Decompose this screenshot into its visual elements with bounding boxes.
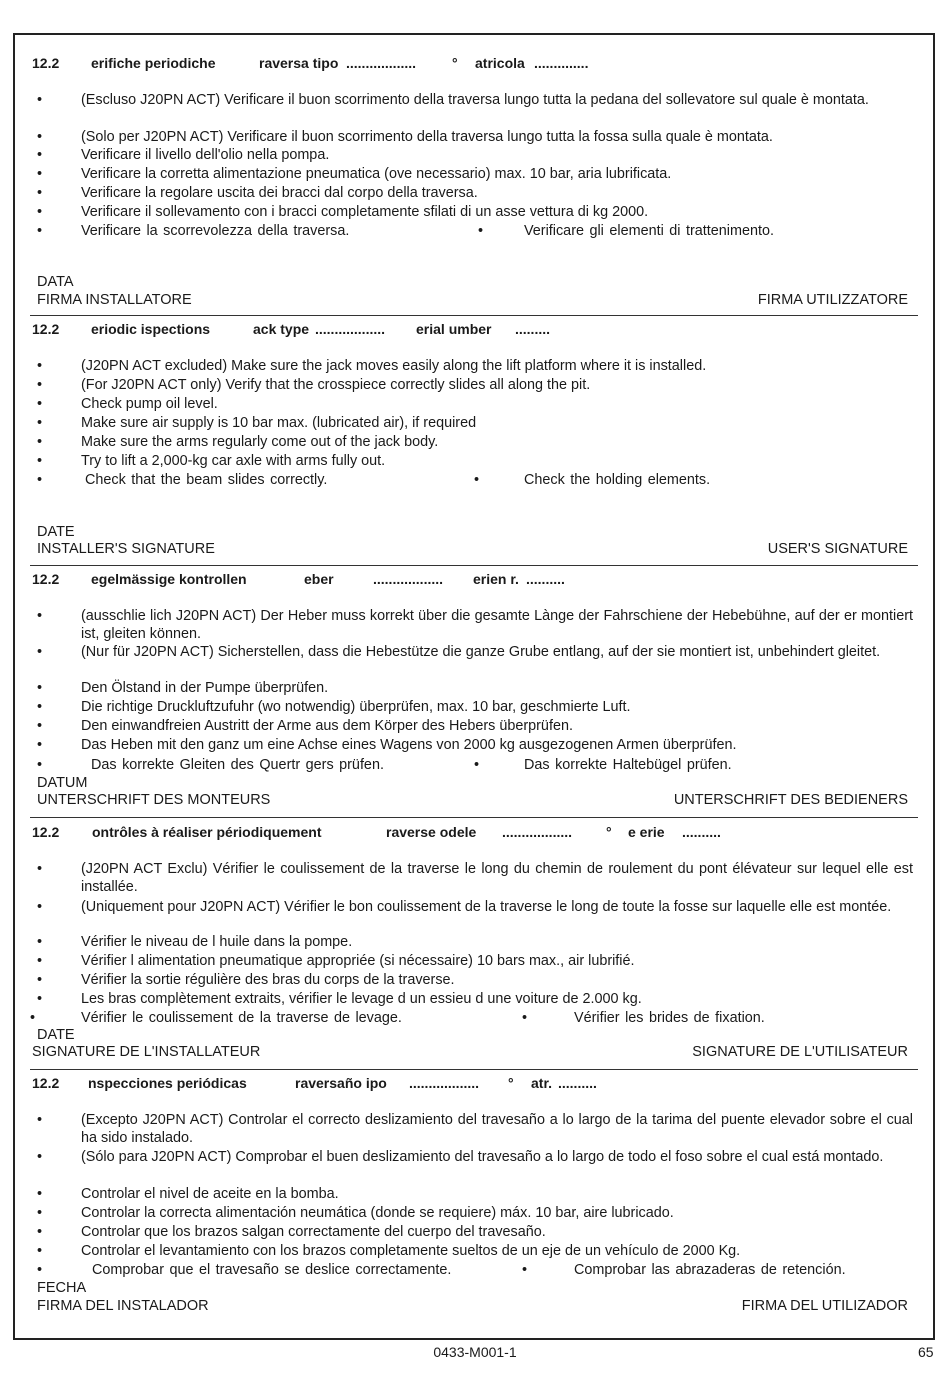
section-title: erifiche periodiche: [91, 55, 216, 71]
checklist-item-text: Controlar el nivel de aceite en la bomba.: [81, 1186, 339, 1202]
field1-label: raverse odele: [386, 824, 477, 840]
section-title: eriodic ispections: [91, 321, 211, 337]
section-number: 12.2: [32, 824, 60, 840]
checklist-item-text: Controlar que los brazos salgan correctamente del cuerpo del travesaño.: [81, 1224, 546, 1240]
date-label: DATE: [37, 524, 75, 540]
field2-label: atr.: [531, 1075, 553, 1091]
section-number: 12.2: [32, 1075, 60, 1091]
bullet-icon: •: [37, 415, 43, 431]
bullet-icon: •: [37, 472, 43, 488]
degree-mark: °: [452, 55, 458, 71]
field2-fill[interactable]: ..........: [682, 824, 721, 840]
checklist-item-text: Vérifier le coulissement de la traverse de levage.: [81, 1010, 402, 1026]
field1-label: raversaño ipo: [295, 1075, 387, 1091]
bullet-icon: •: [37, 92, 43, 108]
user-signature-label: UNTERSCHRIFT DES BEDIENERS: [673, 792, 908, 808]
checklist-item-text: Try to lift a 2,000-kg car axle with arms fully out.: [81, 453, 386, 469]
checklist-item-text: Comprobar que el travesaño se deslice correctamente.: [92, 1262, 452, 1278]
checklist-item-text: (ausschlie lich J20PN ACT) Der Heber muss korrekt über die gesamte Lànge der Fahrschiene der Hebebühne, auf der er montiert ist, gleiten können.: [81, 608, 913, 642]
checklist-item-text: (Solo per J20PN ACT) Verificare il buon scorrimento della traversa lungo tutta la fossa sulla quale è montata.: [81, 129, 773, 145]
bullet-icon: •: [37, 991, 43, 1007]
degree-mark: °: [606, 824, 612, 840]
field1-fill[interactable]: ..................: [315, 321, 386, 337]
section-title: ontrôles à réaliser périodiquement: [92, 824, 322, 840]
checklist-item-text: Make sure the arms regularly come out of the jack body.: [81, 434, 439, 450]
bullet-icon: •: [474, 757, 480, 773]
bullet-icon: •: [37, 861, 43, 877]
checklist-item-text: (J20PN ACT excluded) Make sure the jack moves easily along the lift platform where it is installed.: [81, 358, 707, 374]
date-label: FECHA: [37, 1280, 87, 1296]
bullet-icon: •: [37, 204, 43, 220]
section-number: 12.2: [32, 321, 60, 337]
bullet-icon: •: [37, 223, 43, 239]
bullet-icon: •: [37, 434, 43, 450]
bullet-icon: •: [30, 1010, 36, 1026]
field1-fill[interactable]: ..................: [502, 824, 573, 840]
bullet-icon: •: [478, 223, 484, 239]
bullet-icon: •: [37, 1262, 43, 1278]
user-signature-label: USER'S SIGNATURE: [767, 541, 908, 557]
checklist-item-text: Make sure air supply is 10 bar max. (lubricated air), if required: [81, 415, 477, 431]
document-code: 0433-M001-1: [433, 1344, 517, 1360]
checklist-item-text: Verificare la corretta alimentazione pneumatica (ove necessario) max. 10 bar, aria lubrificata.: [81, 166, 672, 182]
installer-signature-label: INSTALLER'S SIGNATURE: [37, 541, 215, 557]
checklist-item-text: Check that the beam slides correctly.: [85, 472, 328, 488]
bullet-icon: •: [37, 166, 43, 182]
checklist-item-text: Das Heben mit den ganz um eine Achse eines Wagens von 2000 kg ausgezogenen Armen überprüfen.: [81, 737, 737, 753]
checklist-item-text: (Escluso J20PN ACT) Verificare il buon scorrimento della traversa lungo tutta la pedana del sollevatore sul quale è montata.: [81, 92, 869, 108]
checklist-item-text: Vérifier les brides de fixation.: [574, 1010, 765, 1026]
checklist-item-text: Vérifier le niveau de l huile dans la pompe.: [81, 934, 353, 950]
bullet-icon: •: [37, 737, 43, 753]
checklist-item-text: Vérifier l alimentation pneumatique appropriée (si nécessaire) 10 bars max., air lubrifié.: [81, 953, 635, 969]
bullet-icon: •: [37, 899, 43, 915]
checklist-item-text: Verificare la regolare uscita dei bracci dal corpo della traversa.: [81, 185, 478, 201]
bullet-icon: •: [37, 185, 43, 201]
bullet-icon: •: [37, 972, 43, 988]
checklist-item-text: Die richtige Druckluftzufuhr (wo notwendig) überprüfen, max. 10 bar, geschmierte Luft.: [81, 699, 631, 715]
field2-label: e erie: [628, 824, 665, 840]
field2-fill[interactable]: ..........: [558, 1075, 597, 1091]
checklist-item: [37, 1148, 917, 1184]
bullet-icon: •: [37, 718, 43, 734]
bullet-icon: •: [37, 1205, 43, 1221]
field1-fill[interactable]: ..................: [346, 55, 417, 71]
bullet-icon: •: [37, 1243, 43, 1259]
bullet-icon: •: [37, 129, 43, 145]
bullet-icon: •: [37, 358, 43, 374]
bullet-icon: •: [37, 147, 43, 163]
checklist-item-text: Verificare il sollevamento con i bracci completamente sfilati di un asse vettura di kg 2000.: [81, 204, 649, 220]
field1-label: ack type: [253, 321, 310, 337]
section-title: egelmässige kontrollen: [91, 571, 247, 587]
field1-label: eber: [304, 571, 334, 587]
checklist-item-text: (Sólo para J20PN ACT) Comprobar el buen deslizamiento del travesaño a lo largo de todo el foso sobre el cual está montado.: [81, 1149, 884, 1165]
checklist-item-text: Les bras complètement extraits, vérifier le levage d un essieu d une voiture de 2.000 kg.: [81, 991, 642, 1007]
bullet-icon: •: [37, 699, 43, 715]
checklist-item-text: Das korrekte Gleiten des Quertr gers prüfen.: [91, 757, 384, 773]
bullet-icon: •: [37, 644, 43, 660]
installer-signature-label: FIRMA DEL INSTALADOR: [37, 1298, 209, 1314]
field2-label: erial umber: [416, 321, 492, 337]
checklist-item-text: Check the holding elements.: [524, 472, 711, 488]
installer-signature-label: FIRMA INSTALLATORE: [37, 292, 192, 308]
section-title: nspecciones periódicas: [88, 1075, 247, 1091]
checklist-item: [37, 1111, 917, 1147]
checklist-item-text: (J20PN ACT Exclu) Vérifier le coulissement de la traverse le long du chemin de roulement du pont élévateur sur lequel elle est installée.: [81, 861, 913, 895]
bullet-icon: •: [37, 1149, 43, 1165]
section-number: 12.2: [32, 571, 60, 587]
section-number: 12.2: [32, 55, 60, 71]
checklist-item-text: Verificare la scorrevolezza della traversa.: [81, 223, 350, 239]
checklist-item-text: Vérifier la sortie régulière des bras du corps de la traverse.: [81, 972, 455, 988]
bullet-icon: •: [37, 757, 43, 773]
bullet-icon: •: [522, 1010, 528, 1026]
bullet-icon: •: [37, 680, 43, 696]
installer-signature-label: SIGNATURE DE L'INSTALLATEUR: [32, 1044, 261, 1060]
user-signature-label: FIRMA UTILIZZATORE: [757, 292, 908, 308]
checklist-item-text: Verificare il livello dell'olio nella pompa.: [81, 147, 330, 163]
bullet-icon: •: [37, 377, 43, 393]
user-signature-label: FIRMA DEL UTILIZADOR: [741, 1298, 908, 1314]
field2-fill[interactable]: ..............: [534, 55, 589, 71]
date-label: DATUM: [37, 775, 88, 791]
field2-fill[interactable]: ..........: [526, 571, 565, 587]
checklist-item-text: Verificare gli elementi di trattenimento.: [524, 223, 774, 239]
checklist-item-text: (Nur für J20PN ACT) Sicherstellen, dass die Hebestütze die ganze Grube entlang, auf der sie montiert ist, unbehindert gleitet.: [81, 644, 881, 660]
field2-label: atricola: [475, 55, 525, 71]
field2-fill[interactable]: .........: [515, 321, 551, 337]
checklist-item-text: Den einwandfreien Austritt der Arme aus dem Körper des Hebers überprüfen.: [81, 718, 573, 734]
field2-label: erien r.: [473, 571, 519, 587]
checklist-item-text: (Uniquement pour J20PN ACT) Vérifier le bon coulissement de la traverse le long de toute la fosse sur laquelle elle est montée.: [81, 899, 892, 915]
checklist-item-text: Comprobar las abrazaderas de retención.: [574, 1262, 846, 1278]
installer-signature-label: UNTERSCHRIFT DES MONTEURS: [37, 792, 271, 808]
field1-fill[interactable]: ..................: [373, 571, 444, 587]
checklist-item-text: Den Ölstand in der Pumpe überprüfen.: [81, 680, 329, 696]
bullet-icon: •: [37, 453, 43, 469]
user-signature-label: SIGNATURE DE L'UTILISATEUR: [692, 1044, 908, 1060]
bullet-icon: •: [37, 1224, 43, 1240]
checklist-item-text: (Excepto J20PN ACT) Controlar el correcto deslizamiento del travesaño a lo largo de la tarima del puente elevador sobre el cual ha sido instalado.: [81, 1112, 913, 1146]
date-label: DATE: [37, 1027, 75, 1043]
field1-fill[interactable]: ..................: [409, 1075, 480, 1091]
bullet-icon: •: [37, 934, 43, 950]
checklist-item-text: Controlar la correcta alimentación neumática (donde se requiere) máx. 10 bar, aire lubricado.: [81, 1205, 674, 1221]
page-number: 65: [918, 1344, 934, 1360]
date-label: DATA: [37, 274, 74, 290]
bullet-icon: •: [474, 472, 480, 488]
bullet-icon: •: [37, 608, 43, 624]
bullet-icon: •: [522, 1262, 528, 1278]
checklist-item-text: (For J20PN ACT only) Verify that the crosspiece correctly slides all along the pit.: [81, 377, 591, 393]
checklist-item-text: Das korrekte Haltebügel prüfen.: [524, 757, 732, 773]
bullet-icon: •: [37, 1186, 43, 1202]
bullet-icon: •: [37, 1112, 43, 1128]
bullet-icon: •: [37, 953, 43, 969]
checklist-item-text: Controlar el levantamiento con los brazos completamente sueltos de un eje de un vehículo de 2000 Kg.: [81, 1243, 741, 1259]
field1-label: raversa tipo: [259, 55, 339, 71]
bullet-icon: •: [37, 396, 43, 412]
degree-mark: °: [508, 1075, 514, 1091]
checklist-item-text: Check pump oil level.: [81, 396, 218, 412]
